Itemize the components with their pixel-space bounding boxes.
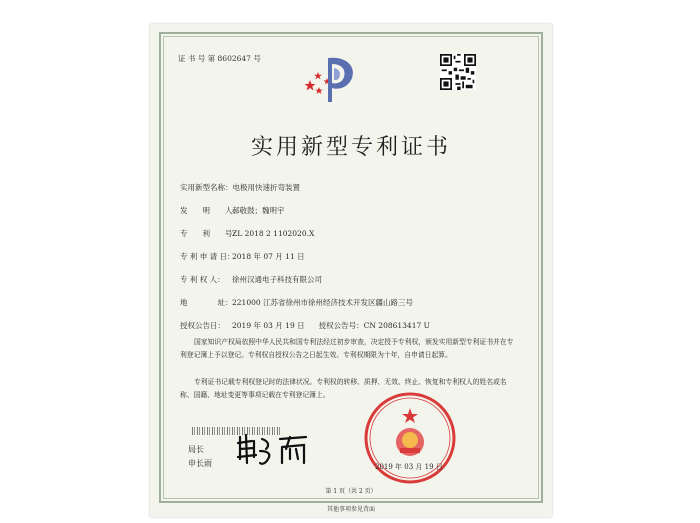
field-address-label: 地 址： [180,298,233,307]
certificate-title: 实用新型专利证书 [250,135,451,160]
certificate-number: 证 书 号 第 8602647 号 [178,54,261,63]
field-grant-no-label: 授权公告号： [318,321,364,330]
director-title: 局长 [188,445,204,454]
field-patent-no [180,228,314,239]
field-grant [180,320,430,331]
field-name-value: 电极用快速折弯装置 [232,183,300,192]
field-patent-no-value: ZL 2018 2 1102020.X [232,229,315,238]
field-holder [180,274,322,285]
director-name: 申长雨 [188,459,212,468]
field-grant-no-value: CN 208613417 U [363,321,430,330]
field-filing-date-label: 专 利 申 请 日： [180,252,235,261]
field-inventor [180,205,285,216]
field-name [180,182,300,193]
field-name-label: 实用新型名称： [180,183,233,192]
field-grant-date-label: 授权公告日： [180,321,225,330]
field-patent-no-label: 专 利 号： [180,229,240,238]
field-address-value: 221000 江苏省徐州市徐州经济技术开发区疆山路三号 [232,298,414,307]
field-holder-value: 徐州汉通电子科技有限公司 [232,275,322,284]
field-inventor-value: 郝敬鼓；魏明宇 [232,206,285,215]
field-inventor-label: 发 明 人： [180,206,240,215]
field-holder-label: 专 利 权 人： [180,275,225,284]
field-filing-date [180,251,305,262]
field-address [180,297,413,308]
seal-date: 2019 年 03 月 19 日 [375,463,443,471]
statement-paragraph-1: 国家知识产权局依照中华人民共和国专利法经过初步审查，决定授予专利权，颁发实用新型专利证书并在专利登记簿上予以登记。专利权自授权公告之日起生效。专利权期限为十年，自申请日起算。 [180,338,514,359]
director-signature [232,429,314,471]
footer-note: 其他事项参见背面 [326,506,375,513]
statement-paragraph-2: 专利证书记载专利权登记时的法律状况。专利权的转移、质押、无效、终止、恢复和专利权人的姓名或名称、国籍、地址变更等事项记载在专利登记簿上。 [180,378,507,399]
field-filing-date-value: 2018 年 07 月 11 日 [232,252,305,261]
footer-page: 第 1 页（共 2 页） [325,488,377,495]
qr-code-icon [440,54,476,90]
certificate [150,24,552,517]
field-grant-date-value: 2019 年 03 月 19 日 [232,321,305,330]
cnipa-logo-icon [298,50,358,106]
